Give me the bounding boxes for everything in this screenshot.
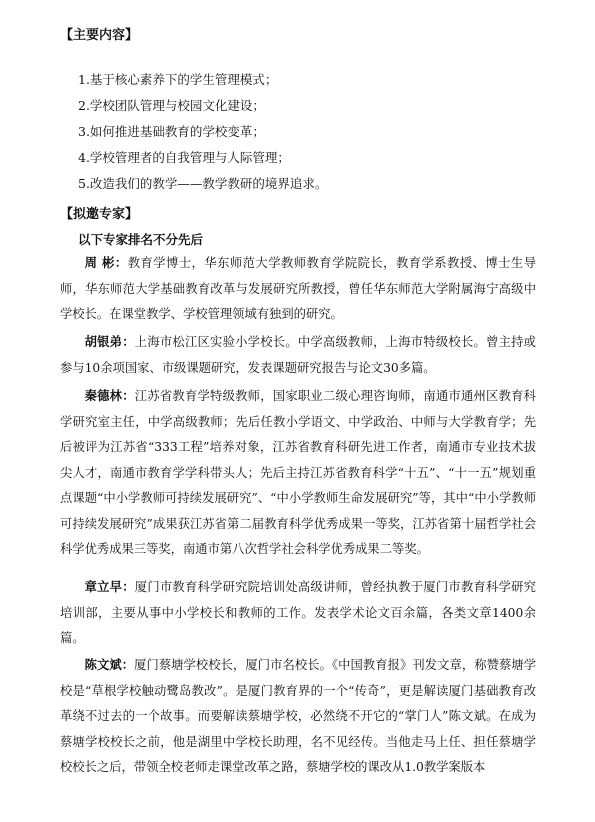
content-item-2: 2.学校团队管理与校园文化建设；	[78, 98, 265, 113]
expert-entry-qin-delin	[60, 384, 536, 563]
experts-order-note: 以下专家排名不分先后	[78, 232, 204, 247]
expert-name: 陈文斌：	[84, 658, 135, 672]
expert-entry-zhang-lizao	[60, 575, 536, 652]
expert-bio: 江苏省教育学特级教师，国家职业二级心理咨询师，南通市通州区教育科学研究室主任，中学高级教师；先后任教小学语文、中学政治、中师与大学教育学；先后被评为江苏省“333工程”培养对象，江苏省教育科研先进工作者，南通市专业技术拔尖人才，南通市教育学学科带头人；先后主持江苏省教育科学“十五”、“十一五”规划重点课题“中小学教师可持续发展研究”、“中小学教师生命发展研究”等，其中“中小学教师可持续发展研究”成果获江苏省第二届教育科学优秀成果一等奖，江苏省第十届哲学社会科学优秀成果三等奖，南通市第八次哲学社会科学优秀成果二等奖。	[60, 389, 536, 556]
expert-entry-hu-yindi	[60, 330, 536, 381]
content-item-3: 3.如何推进基础教育的学校变革；	[78, 124, 265, 139]
content-item-5: 5.改造我们的教学——教学教研的境界追求。	[78, 176, 328, 191]
expert-name: 章立早：	[84, 580, 135, 594]
expert-bio: 厦门蔡塘学校校长，厦门市名校长。《中国教育报》刊发文章，称赞蔡塘学校是“草根学校触动鹭岛教改”。是厦门教育界的一个“传奇”，更是解读厦门基础教育改革绕不过去的一个故事。而要解读蔡塘学校，必然绕不开它的“掌门人”陈文斌。在成为蔡塘学校校长之前，他是湖里中学校长助理，名不见经传。当他走马上任、担任蔡塘学校校长之后，带领全校老师走课堂改革之路，蔡塘学校的课改从1.0教学案版本	[60, 658, 536, 774]
section-title-invited-experts: 【拟邀专家】	[60, 207, 139, 222]
expert-bio: 厦门市教育科学研究院培训处高级讲师，曾经执教于厦门市教育科学研究培训部，主要从事中小学校长和教师的工作。发表学术论文百余篇，各类文章1400余篇。	[60, 580, 536, 645]
expert-name: 周 彬：	[84, 256, 128, 270]
expert-name: 秦德林：	[84, 389, 135, 403]
expert-bio: 上海市松江区实验小学校长。中学高级教师，上海市特级校长。曾主持或参与10余项国家、市级课题研究，发表课题研究报告与论文30多篇。	[60, 335, 536, 375]
expert-entry-zhou-bin	[60, 251, 536, 328]
expert-entry-chen-wenbin	[60, 653, 536, 781]
content-item-1: 1.基于核心素养下的学生管理模式；	[78, 72, 278, 87]
section-title-main-content: 【主要内容】	[60, 28, 139, 43]
expert-bio: 教育学博士，华东师范大学教师教育学院院长，教育学系教授、博士生导师，华东师范大学基础教育改革与发展研究所教授，曾任华东师范大学附属海宁高级中学校长。在课堂教学、学校管理领域有独到的研究。	[60, 256, 536, 321]
expert-name: 胡银弟：	[84, 335, 135, 349]
content-item-4: 4.学校管理者的自我管理与人际管理；	[78, 150, 290, 165]
